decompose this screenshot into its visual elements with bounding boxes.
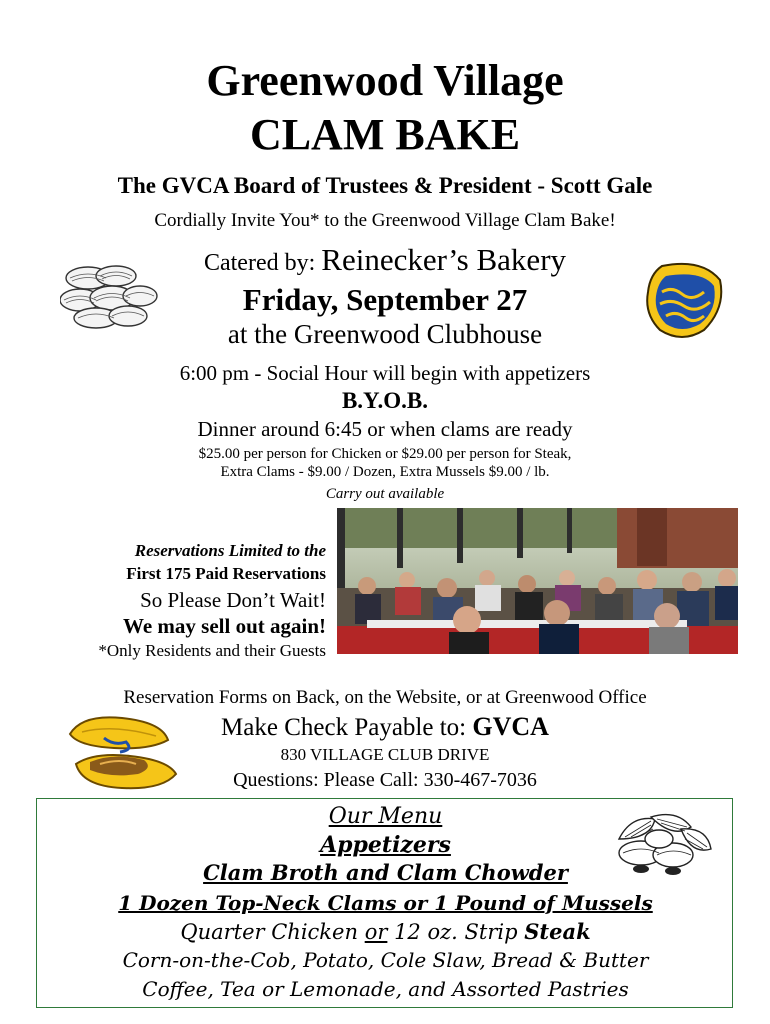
reservations-limited: Reservations Limited to the [134, 541, 326, 560]
social-hour: 6:00 pm - Social Hour will begin with appetizers [179, 361, 591, 385]
residents-note: *Only Residents and their Guests [98, 641, 326, 660]
main-item: 1 Dozen Top-Neck Clams or 1 Pound of Mussels [118, 891, 653, 915]
byob: B.Y.O.B. [341, 388, 429, 413]
appetizers-heading: Appetizers [320, 832, 451, 858]
catered-label: Catered by: [203, 250, 316, 276]
protein-choice-a: Quarter Chicken [180, 920, 358, 944]
reservation-forms-note: Reservation Forms on Back, on the Website, or at Greenwood Office [123, 687, 647, 708]
sides-item: Corn-on-the-Cob, Potato, Cole Slaw, Bread & Butter [122, 948, 649, 972]
mussel-icon [642, 258, 726, 342]
shellfish-pile-icon [611, 809, 715, 877]
club-address: 830 VILLAGE CLUB DRIVE [280, 745, 490, 764]
reservations-urge: So Please Don’t Wait! [140, 588, 326, 612]
dinner-time: Dinner around 6:45 or when clams are ready [197, 417, 573, 441]
title-line-2: CLAM BAKE [249, 110, 521, 159]
protein-choice [37, 918, 734, 946]
protein-choice-b: Steak [524, 919, 591, 944]
reservations-sellout: We may sell out again! [123, 614, 326, 638]
invitation-line: Cordially Invite You* to the Greenwood Village Clam Bake! [154, 210, 616, 231]
appetizers-item: Clam Broth and Clam Chowder [203, 860, 568, 885]
event-venue: at the Greenwood Clubhouse [227, 319, 543, 349]
reservations-count: First 175 Paid Reservations [126, 564, 326, 583]
caterer-name: Reinecker’s Bakery [321, 242, 567, 277]
menu-box [36, 798, 733, 1008]
hosts-line: The GVCA Board of Trustees & President - Scott Gale [117, 173, 653, 198]
pricing-line-1: $25.00 per person for Chicken or $29.00 per person for Steak, [198, 446, 572, 462]
menu-heading: Our Menu [328, 804, 443, 829]
questions-phone: Questions: Please Call: 330-467-7036 [233, 769, 537, 791]
event-crowd-photo [337, 508, 738, 654]
drinks-item: Coffee, Tea or Lemonade, and Assorted Pastries [142, 977, 629, 1001]
carry-out-note: Carry out available [325, 486, 445, 502]
payable-to: GVCA [472, 712, 549, 741]
payable-label: Make Check Payable to: [221, 714, 467, 741]
event-date: Friday, September 27 [242, 282, 528, 317]
check-payable [0, 711, 770, 744]
protein-or: or [364, 920, 388, 944]
protein-choice-b-prefix: 12 oz. Strip [394, 920, 518, 944]
pricing-line-2: Extra Clams - $9.00 / Dozen, Extra Mussels $9.00 / lb. [220, 464, 550, 480]
title-line-1: Greenwood Village [206, 56, 564, 105]
